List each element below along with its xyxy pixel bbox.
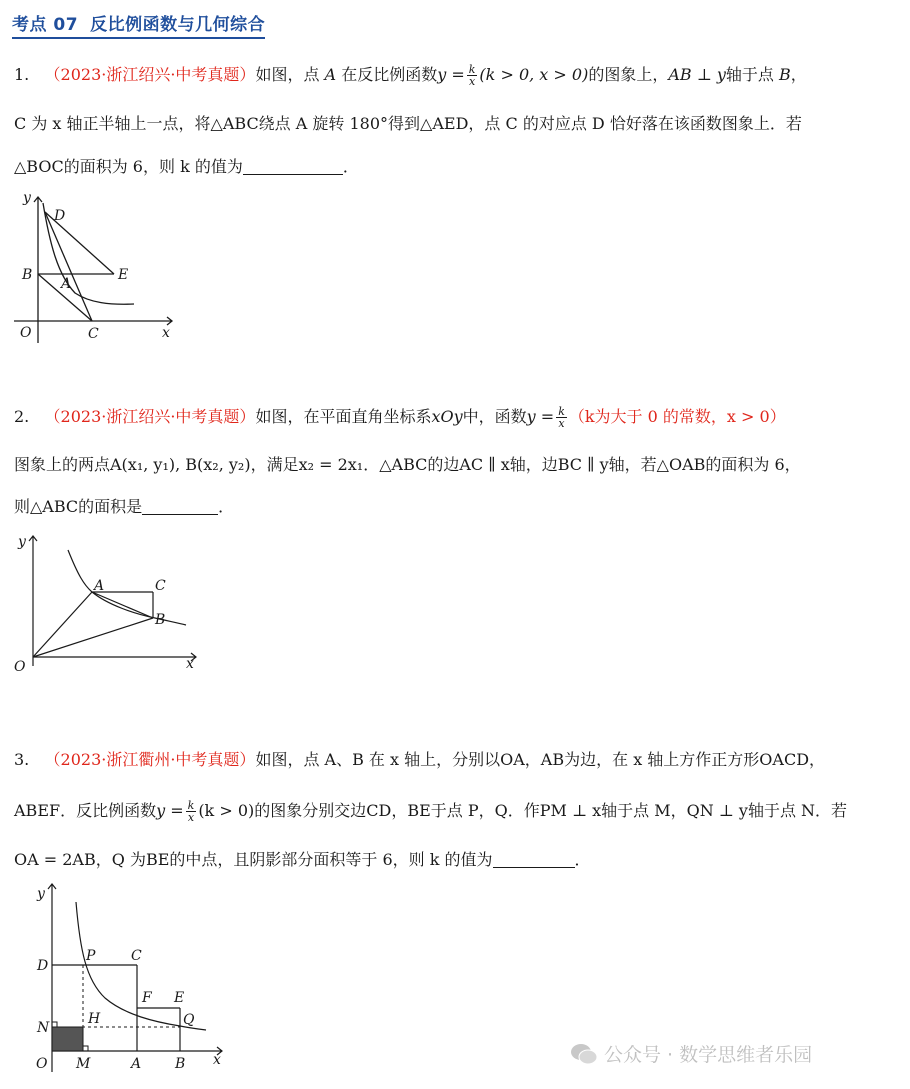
q2-label-b: B (155, 612, 166, 628)
q1-line1 (14, 64, 807, 87)
wechat-icon (570, 1043, 598, 1065)
q3-label-b: B (175, 1056, 186, 1072)
q3-line2 (14, 800, 847, 823)
q1-frac-den: x (468, 75, 476, 88)
q2-text: 则△ABC的面积是 (14, 497, 143, 516)
q1-fraction (467, 64, 478, 87)
watermark (570, 1040, 812, 1067)
q3-answer-blank[interactable] (493, 867, 575, 868)
q3-label-n: N (37, 1020, 50, 1036)
q1-text: 在反比例函数 (341, 65, 438, 84)
q1-text: 如图，点 (255, 65, 320, 84)
q2-text: 如图，在平面直角坐标系 (255, 407, 432, 426)
q1-text: △BOC的面积为 6，则 k 的值为 (14, 157, 243, 176)
q3-label-q: Q (183, 1012, 195, 1028)
q2-label-y: y (18, 534, 26, 550)
q1-label-e: E (118, 267, 129, 283)
q2-fraction (556, 406, 567, 429)
q3-label-p: P (86, 948, 96, 964)
q2-line3 (14, 496, 234, 518)
q2-condition: （k为大于 0 的常数，x > 0） (568, 407, 786, 426)
q1-label-a: A (61, 276, 72, 292)
q1-figure (0, 185, 200, 350)
q1-text: 轴于点 (725, 65, 774, 84)
q3-label-x: x (213, 1052, 221, 1068)
q2-line2: 图象上的两点A(x₁, y₁), B(x₂, y₂)，满足x₂ = 2x₁．△ABC的边AC ∥ x轴，边BC ∥ y轴，若△OAB的面积为 6， (14, 455, 801, 474)
q1-point-a: A (324, 65, 337, 84)
q2-figure (0, 530, 210, 680)
q2-label-c: C (155, 578, 166, 594)
q3-label-o: O (36, 1056, 48, 1072)
heading-title: 反比例函数与几何综合 (90, 15, 266, 35)
q2-frac-den: x (558, 417, 565, 430)
q3-text: (k > 0)的图象分别交边CD，BE于点 P，Q．作PM ⊥ x轴于点 M，QN ⊥ y轴于点 N．若 (198, 801, 848, 820)
q2-label-o: O (14, 659, 26, 675)
watermark-text: 公众号 · 数学思维者乐园 (604, 1044, 813, 1066)
q3-line1 (14, 749, 825, 771)
q3-text: OA = 2AB，Q 为BE的中点，且阴影部分面积等于 6，则 k 的值为 (14, 850, 493, 869)
q3-label-m: M (76, 1056, 91, 1072)
q1-answer-blank[interactable] (243, 174, 343, 175)
q2-source: （2023·浙江绍兴·中考真题） (44, 407, 256, 426)
q2-line1 (14, 406, 786, 429)
q2-number: 2. (14, 407, 30, 426)
q1-frac-num: k (468, 63, 476, 76)
q1-text: 的图象上， (588, 65, 669, 84)
q1-source: （2023·浙江绍兴·中考真题） (44, 65, 256, 84)
q3-end: ． (574, 850, 591, 869)
q3-label-y: y (37, 886, 45, 902)
q1-comma: ， (790, 65, 807, 84)
q1-line3 (14, 156, 359, 178)
q3-line3 (14, 849, 591, 871)
q3-text: 如图，点 A、B 在 x 轴上，分别以OA，AB为边，在 x 轴上方作正方形OACD， (255, 750, 826, 769)
q2-frac-num: k (558, 405, 565, 418)
q3-text: ABEF．反比例函数 (14, 801, 157, 820)
q2-eq: y = (526, 407, 555, 426)
q3-label-h: H (88, 1011, 101, 1027)
q1-label-x: x (162, 325, 170, 341)
q3-source: （2023·浙江衢州·中考真题） (44, 750, 256, 769)
q1-label-o: O (20, 325, 32, 341)
q3-fraction (186, 800, 197, 823)
q3-label-e: E (174, 990, 185, 1006)
q2-label-x: x (186, 656, 194, 672)
q3-figure (0, 880, 240, 1075)
q1-label-c: C (88, 326, 99, 342)
q3-label-a: A (131, 1056, 142, 1072)
q3-shaded-region (52, 1027, 83, 1051)
q3-frac-num: k (187, 799, 195, 812)
q3-number: 3. (14, 750, 30, 769)
q2-answer-blank[interactable] (142, 514, 218, 515)
q3-eq: y = (156, 801, 184, 820)
q1-eq: y = (437, 65, 465, 84)
heading-number: 考点 07 (12, 15, 79, 35)
q3-label-c: C (131, 948, 142, 964)
q1-end: ． (342, 157, 359, 176)
q1-point-b: B (779, 65, 791, 84)
q1-line2: C 为 x 轴正半轴上一点，将△ABC绕点 A 旋转 180°得到△AED，点 C 的对应点 D 恰好落在该函数图象上．若 (14, 114, 802, 133)
q2-end: ． (218, 497, 235, 516)
q3-label-d: D (37, 958, 49, 974)
section-heading (12, 10, 265, 39)
q1-label-y: y (23, 190, 31, 206)
q3-frac-den: x (187, 811, 195, 824)
q2-label-a: A (94, 578, 105, 594)
q2-xoy: xOy (431, 407, 463, 426)
q3-label-f: F (142, 990, 152, 1006)
q1-label-d: D (54, 208, 66, 224)
q2-text: 中，函数 (462, 407, 527, 426)
q1-ab-perp: AB ⊥ y (668, 65, 726, 84)
q1-number: 1. (14, 65, 30, 84)
q1-label-b: B (22, 267, 33, 283)
q1-condition: (k > 0, x > 0) (479, 65, 589, 84)
